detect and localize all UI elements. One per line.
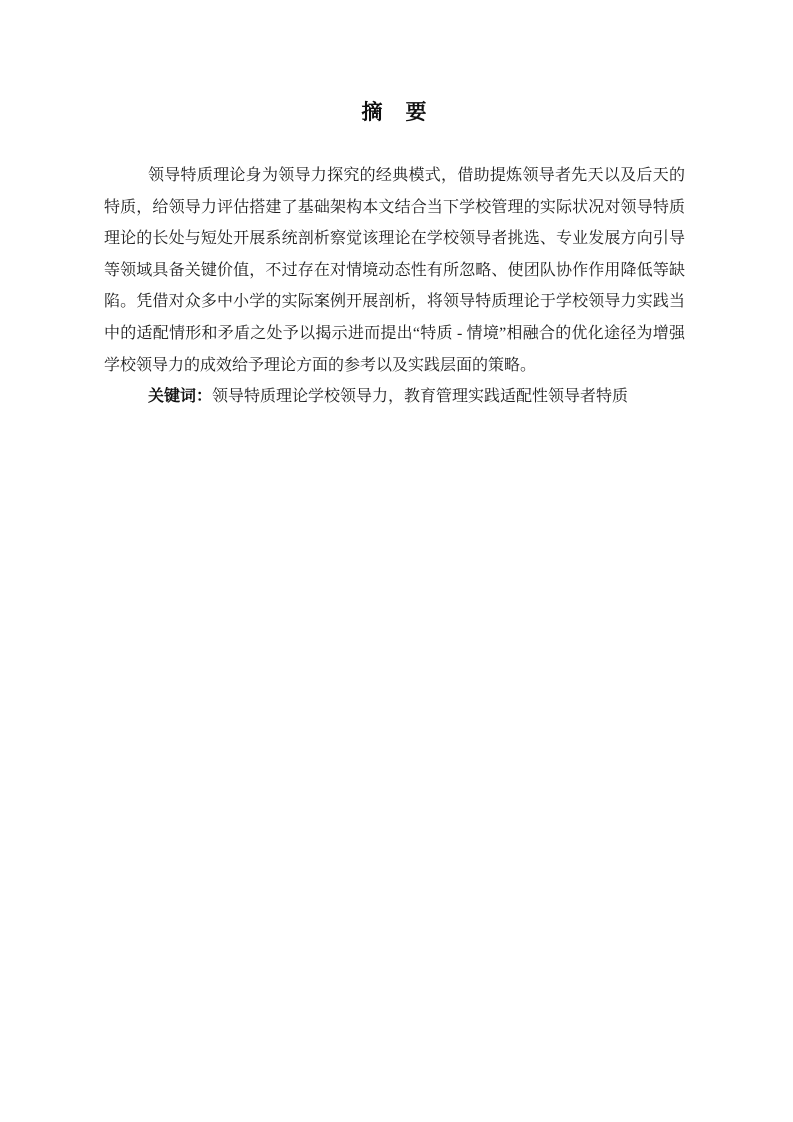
page-content [104,0,685,413]
keywords-text: 领导特质理论学校领导力，教育管理实践适配性领导者特质 [212,388,629,406]
keywords-line [104,381,685,413]
abstract-paragraph: 领导特质理论身为领导力探究的经典模式，借助提炼领导者先天以及后天的特质，给领导力评估搭建了基础架构本文结合当下学校管理的实际状况对领导特质理论的长处与短处开展系统剖析察觉该理论在学校领导者挑选、专业发展方向引导等领域具备关键价值，不过存在对情境动态性有所忽略、使团队协作作用降低等缺陷。凭借对众多中小学的实际案例开展剖析，将领导特质理论于学校领导力实践当中的适配情形和矛盾之处予以揭示进而提出“特质 - 情境”相融合的优化途径为增强学校领导力的成效给予理论方面的参考以及实践层面的策略。 [104,167,685,374]
abstract-title: 摘 要 [361,101,428,124]
keywords-label: 关键词： [148,388,213,406]
